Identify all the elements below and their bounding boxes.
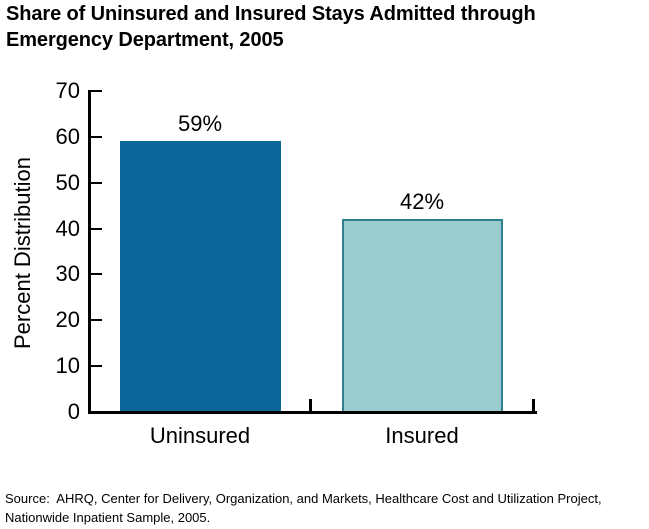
y-axis-title: Percent Distribution	[10, 157, 35, 349]
category-label: Insured	[385, 423, 459, 448]
source-line-2: Nationwide Inpatient Sample, 2005.	[5, 510, 211, 525]
y-tick	[88, 319, 102, 321]
y-tick-label: 30	[55, 261, 80, 287]
bar-uninsured	[120, 141, 281, 414]
y-tick-label: 0	[67, 399, 80, 424]
y-tick	[88, 411, 102, 413]
bar-value-label: 59%	[177, 111, 223, 137]
category-label: Uninsured	[149, 423, 251, 448]
y-tick	[88, 365, 102, 367]
y-tick	[88, 136, 102, 138]
y-tick-label: 20	[55, 307, 80, 333]
bar-value-label: 42%	[399, 189, 445, 215]
y-tick	[88, 273, 102, 275]
y-tick	[88, 228, 102, 230]
y-tick-label: 50	[55, 169, 80, 195]
source-line-1: Source: AHRQ, Center for Delivery, Organization, and Markets, Healthcare Cost and Utilization Project,	[5, 491, 602, 506]
y-tick	[88, 90, 102, 92]
y-tick-label: 10	[55, 353, 80, 379]
x-axis-line	[88, 411, 537, 414]
y-tick	[88, 182, 102, 184]
y-tick-label: 60	[55, 123, 80, 149]
bar-insured	[342, 219, 503, 414]
y-tick-label: 70	[55, 78, 80, 103]
chart-title-line-1: Share of Uninsured and Insured Stays Admitted through	[6, 3, 536, 25]
source-note	[5, 489, 602, 527]
chart-title-line-2: Emergency Department, 2005	[6, 29, 284, 51]
y-tick-label: 40	[55, 215, 80, 241]
